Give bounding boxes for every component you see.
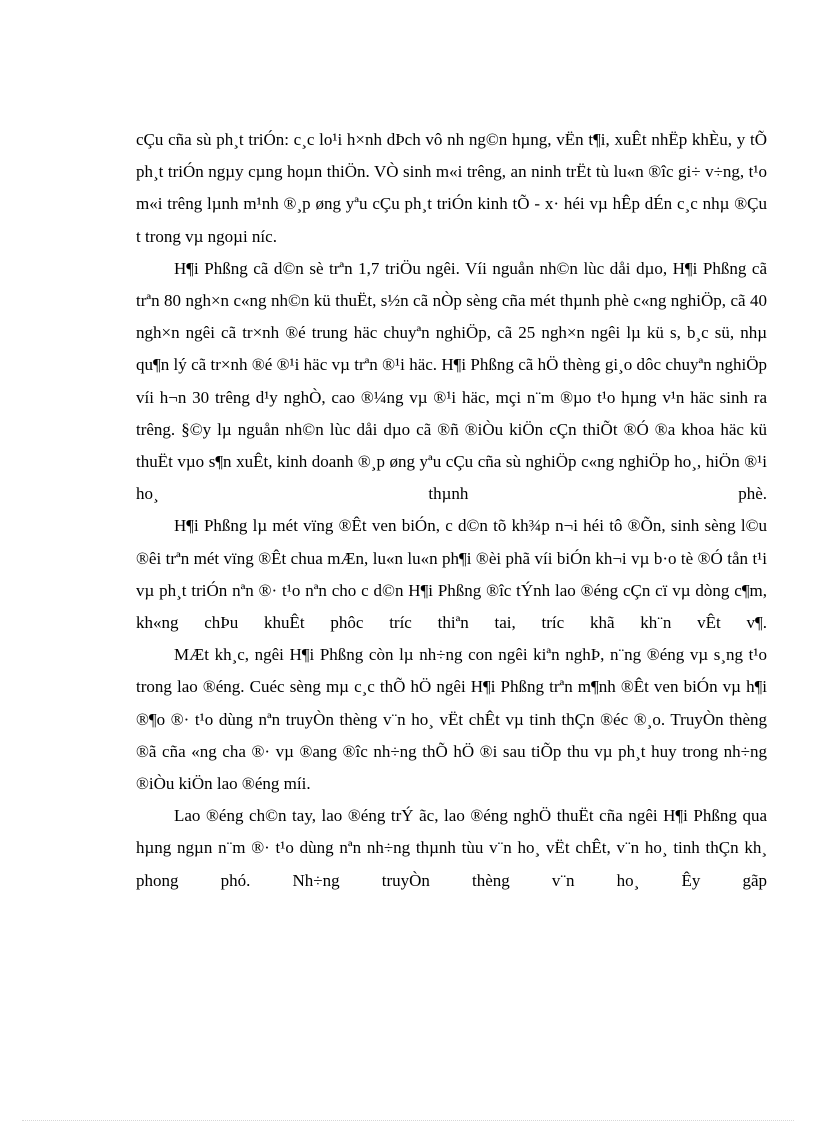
paragraph-1: cÇu cña sù ph¸t triÓn: c¸c lo¹i h×nh dÞch vô nh ng©n hµng, vËn t¶i, xuÊt nhËp khÈu, y tÕ ph¸t triÓn ngµy cµng hoµn thiÖn. VÒ sinh m«i trêng, an ninh trËt tù lu«n ®îc gi÷ v÷ng, t¹o m«i trêng lµnh m¹nh ®¸p øng yªu cÇu ph¸t triÓn kinh tÕ - x· héi vµ hÊp dÉn c¸c nhµ ®Çu t trong vµ ngoµi níc. — [136, 130, 767, 246]
page-bottom-rule — [22, 1120, 794, 1121]
paragraph-5: Lao ®éng ch©n tay, lao ®éng trÝ ãc, lao ®éng nghÖ thuËt cña ngêi H¶i Phßng qua hµng ngµn n¨m ®· t¹o dùng nªn nh÷ng thµnh tùu v¨n ho¸ vËt chÊt, v¨n ho¸ tinh thÇn kh¸ phong phó. Nh÷ng truyÒn thèng v¨n ho¸ Êy gãp — [136, 806, 767, 890]
paragraph-4: MÆt kh¸c, ngêi H¶i Phßng còn lµ nh÷ng con ngêi kiªn nghÞ, n¨ng ®éng vµ s¸ng t¹o trong lao ®éng. Cuéc sèng mµ c¸c thÕ hÖ ngêi H¶i Phßng trªn m¶nh ®Êt ven biÓn vµ h¶i ®¶o ®· t¹o dùng nªn truyÒn thèng v¨n ho¸ vËt chÊt vµ tinh thÇn ®éc ®¸o. TruyÒn thèng ®ã cña «ng cha ®· vµ ®ang ®îc nh÷ng thÕ hÖ ®i sau tiÕp thu vµ ph¸t huy trong nh÷ng ®iÒu kiÖn lao ®éng míi. — [136, 645, 767, 794]
paragraph-3: H¶i Phßng lµ mét vïng ®Êt ven biÓn, c d©n tõ kh¾p n¬i héi tô ®Õn, sinh sèng l©u ®êi trªn mét vïng ®Êt chua mÆn, lu«n lu«n ph¶i ®èi phã víi biÓn kh¬i vµ b·o tè ®Ó tån t¹i vµ ph¸t triÓn nªn ®· t¹o nªn cho c d©n H¶i Phßng ®îc tÝnh lao ®éng cÇn cï vµ dòng c¶m, kh«ng chÞu khuÊt phôc tríc thiªn tai, tríc khã kh¨n vÊt v¶. — [136, 516, 767, 633]
paragraph-2: H¶i Phßng cã d©n sè trªn 1,7 triÖu ngêi. Víi nguån nh©n lùc dåi dµo, H¶i Phßng cã trªn 80 ngh×n c«ng nh©n kü thuËt, s½n cã nÒp sèng cña mét thµnh phè c«ng nghiÖp, cã 40 ngh×n ngêi cã tr×nh ®é trung häc chuyªn nghiÖp, cã 25 ngh×n ngêi lµ kü s, b¸c sü, nhµ qu¶n lý cã tr×nh ®é ®¹i häc vµ trªn ®¹i häc. H¶i Phßng cã hÖ thèng gi¸o dôc chuyªn nghiÖp víi h¬n 30 trêng d¹y nghÒ, cao ®¼ng vµ ®¹i häc, mçi n¨m ®µo t¹o hµng v¹n häc sinh ra trêng. §©y lµ nguån nh©n lùc dåi dµo cã ®ñ ®iÒu kiÖn cÇn thiÕt ®Ó ®a khoa häc kü thuËt vµo s¶n xuÊt, kinh doanh ®¸p øng yªu cÇu cña sù nghiÖp c«ng nghiÖp ho¸, hiÖn ®¹i ho¸ thµnh phè. — [136, 258, 767, 504]
body-text — [136, 124, 767, 897]
